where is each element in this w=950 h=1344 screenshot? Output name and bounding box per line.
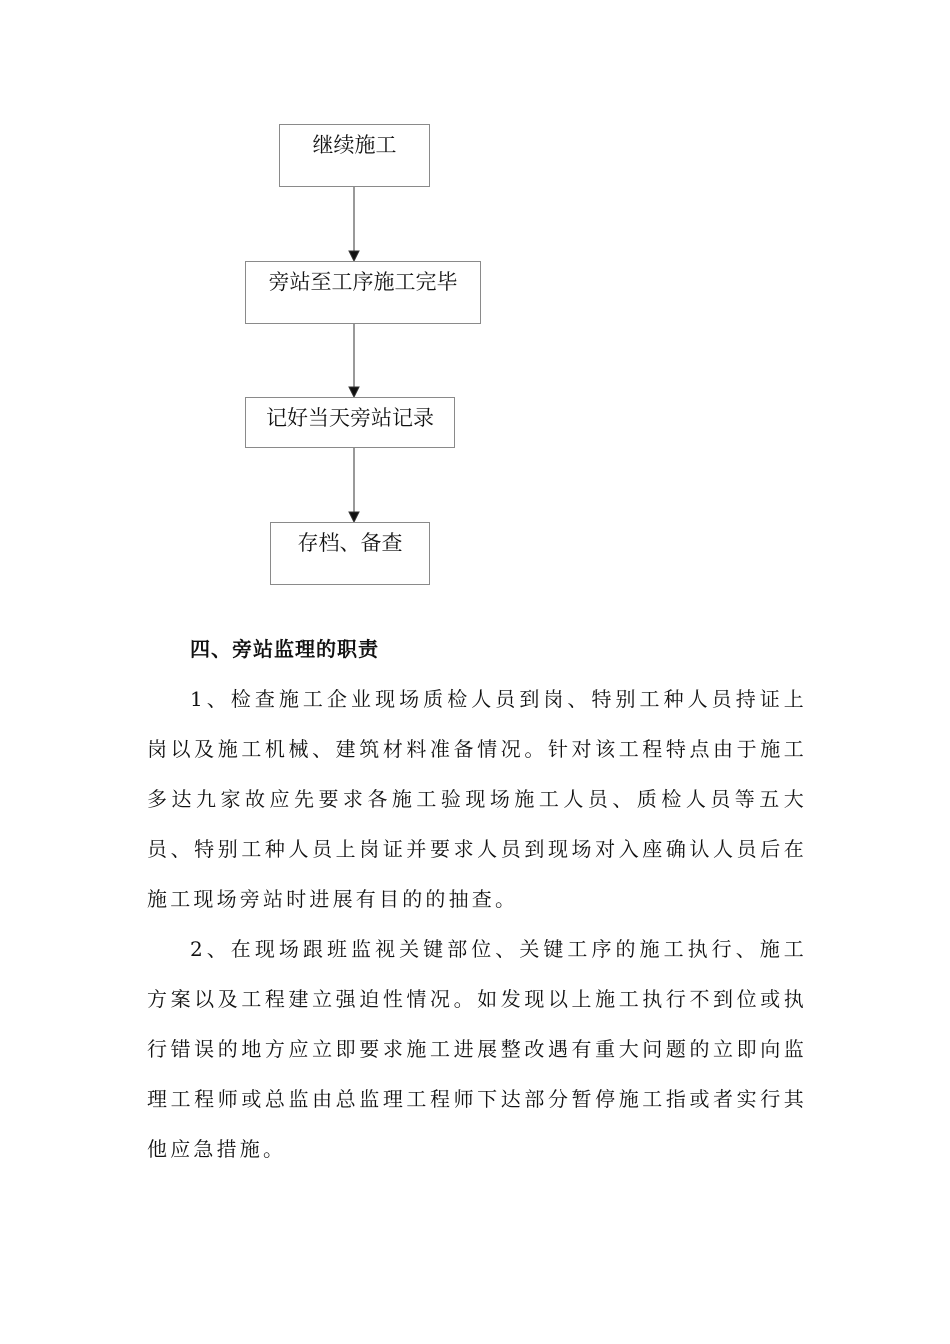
flow-step-record-daily-log [245, 397, 455, 448]
arrowhead-3-4 [349, 512, 359, 522]
flow-step-supervise-until-complete [245, 261, 481, 324]
flow-step-label: 记好当天旁站记录 [266, 406, 434, 430]
section-heading: 四、旁站监理的职责 [190, 637, 379, 661]
paragraph-duty-2: 2、在现场跟班监视关键部位、关键工序的施工执行、施工方案以及工程建立强迫性情况。如发现以上施工执行不到位或执行错误的地方应立即要求施工进展整改遇有重大问题的立即向监理工程师或总监由总监理工程师下达部分暂停施工指或者实行其他应急措施。 [147, 937, 807, 1161]
arrowhead-2-3 [349, 387, 359, 397]
flow-step-archive [270, 522, 430, 585]
flow-step-label: 存档、备查 [297, 531, 403, 555]
flow-step-continue-construction [279, 124, 430, 187]
flow-step-label: 旁站至工序施工完毕 [268, 270, 458, 294]
paragraph-duty-1: 1、检查施工企业现场质检人员到岗、特别工种人员持证上岗以及施工机械、建筑材料准备情况。针对该工程特点由于施工多达九家故应先要求各施工验现场施工人员、质检人员等五大员、特别工种人员上岗证并要求人员到现场对入座确认人员后在施工现场旁站时进展有目的的抽查。 [147, 687, 807, 911]
flow-step-label: 继续施工 [312, 133, 397, 157]
arrowhead-1-2 [349, 251, 359, 261]
